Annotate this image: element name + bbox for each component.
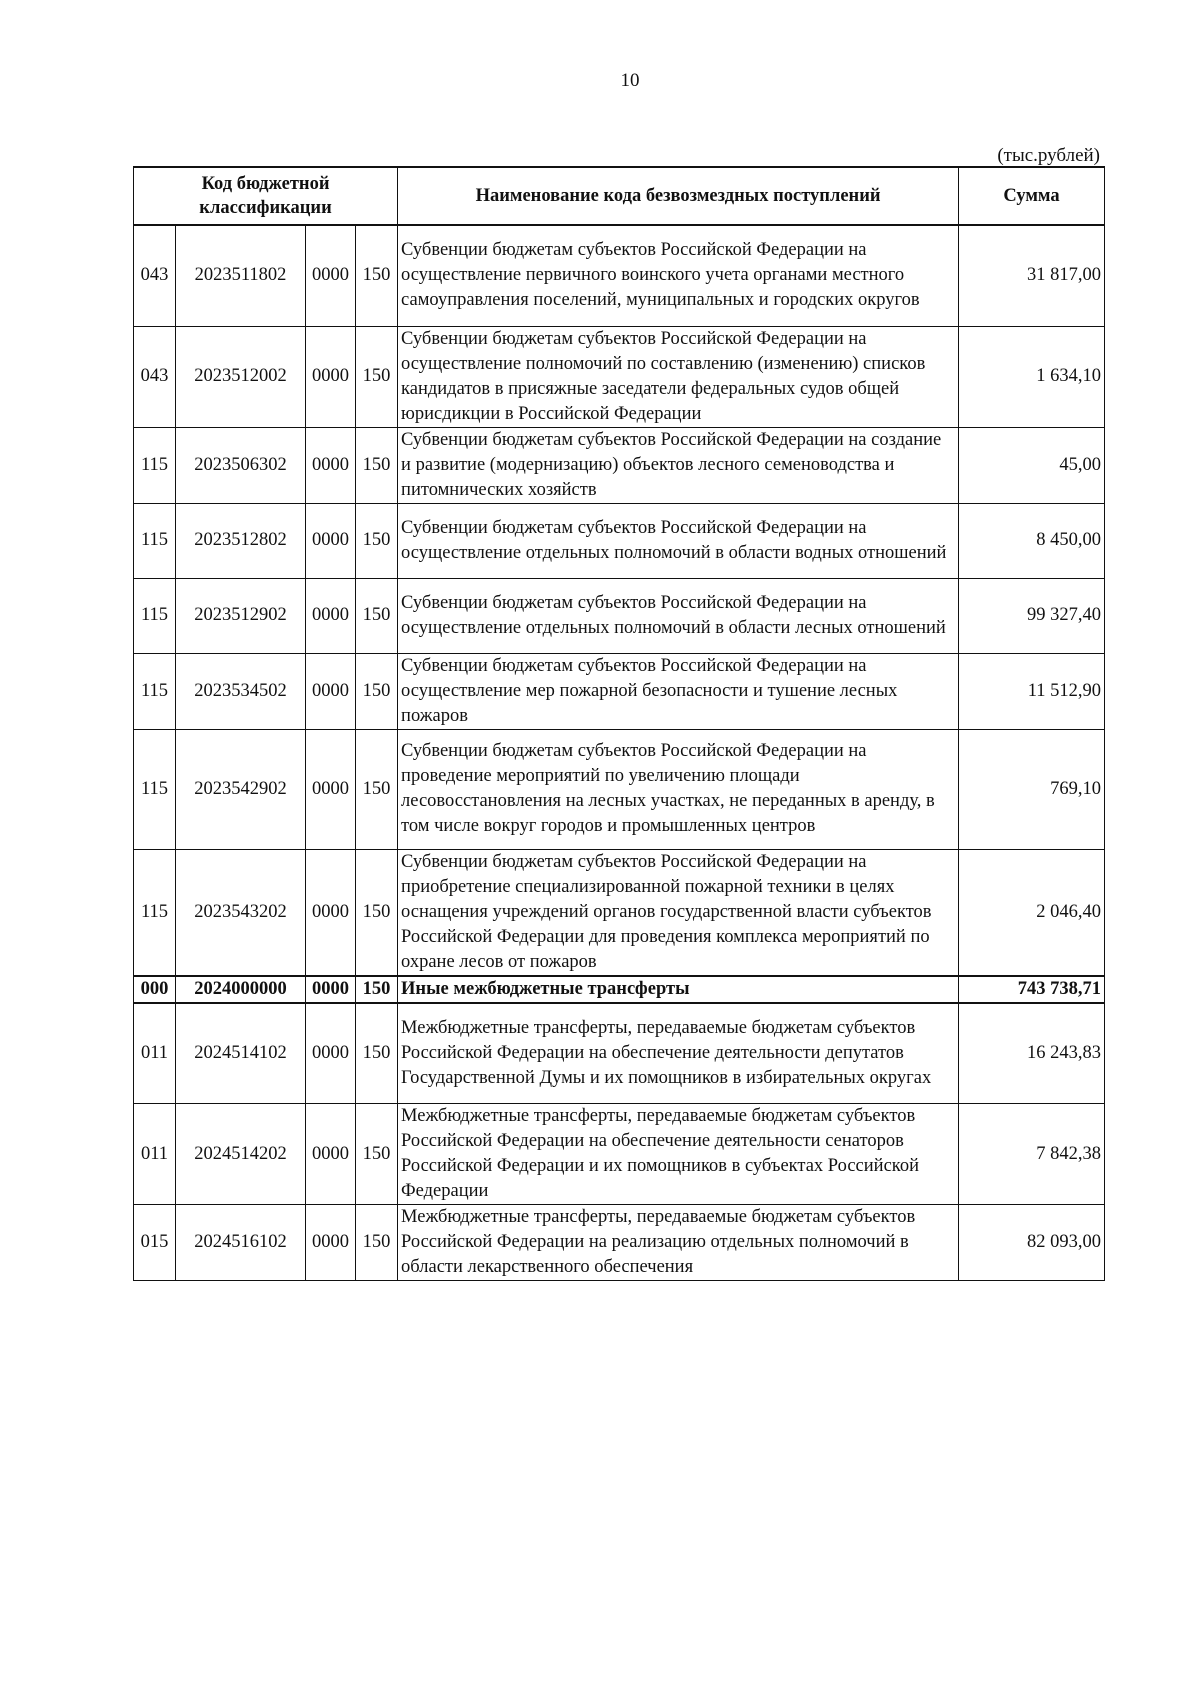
cell-name: Межбюджетные трансферты, передаваемые бюджетам субъектов Российской Федерации на реализацию отдельных полномочий в области лекарственного обеспечения xyxy=(398,1205,959,1281)
cell-sum: 743 738,71 xyxy=(959,976,1105,1003)
cell-kosgu-code: 150 xyxy=(356,578,398,653)
budget-table xyxy=(133,166,1105,1281)
cell-name: Субвенции бюджетам субъектов Российской Федерации на осуществление полномочий по составлению (изменению) списков кандидатов в присяжные заседатели федеральных судов общей юрисдикции в Российской Федерации xyxy=(398,326,959,427)
cell-sum: 769,10 xyxy=(959,729,1105,849)
cell-name: Субвенции бюджетам субъектов Российской Федерации на проведение мероприятий по увеличению площади лесовосстановления на лесных участках, не переданных в аренду, в том числе вокруг городов и промышленных центров xyxy=(398,729,959,849)
table-row xyxy=(134,326,1105,427)
cell-sum: 31 817,00 xyxy=(959,225,1105,326)
cell-admin-code: 115 xyxy=(134,849,176,976)
cell-sub-code: 0000 xyxy=(306,729,356,849)
cell-name: Субвенции бюджетам субъектов Российской Федерации на создание и развитие (модернизацию) объектов лесного семеноводства и питомнических хозяйств xyxy=(398,427,959,503)
cell-sub-code: 0000 xyxy=(306,503,356,578)
cell-kosgu-code: 150 xyxy=(356,653,398,729)
cell-budget-code: 2023512902 xyxy=(176,578,306,653)
cell-budget-code: 2023542902 xyxy=(176,729,306,849)
cell-admin-code: 011 xyxy=(134,1003,176,1104)
cell-admin-code: 015 xyxy=(134,1205,176,1281)
cell-budget-code: 2023543202 xyxy=(176,849,306,976)
cell-sum: 2 046,40 xyxy=(959,849,1105,976)
cell-budget-code: 2024514102 xyxy=(176,1003,306,1104)
cell-kosgu-code: 150 xyxy=(356,849,398,976)
cell-name: Субвенции бюджетам субъектов Российской Федерации на осуществление отдельных полномочий в области лесных отношений xyxy=(398,578,959,653)
cell-sum: 1 634,10 xyxy=(959,326,1105,427)
cell-admin-code: 000 xyxy=(134,976,176,1003)
header-code: Код бюджетной классификации xyxy=(134,167,398,225)
cell-budget-code: 2023534502 xyxy=(176,653,306,729)
page-number: 10 xyxy=(620,70,640,91)
cell-sub-code: 0000 xyxy=(306,1003,356,1104)
cell-sub-code: 0000 xyxy=(306,1205,356,1281)
cell-admin-code: 115 xyxy=(134,578,176,653)
cell-budget-code: 2024514202 xyxy=(176,1104,306,1205)
cell-sub-code: 0000 xyxy=(306,976,356,1003)
cell-name: Межбюджетные трансферты, передаваемые бюджетам субъектов Российской Федерации на обеспечение деятельности сенаторов Российской Федерации и их помощников в субъектах Российской Федерации xyxy=(398,1104,959,1205)
cell-kosgu-code: 150 xyxy=(356,729,398,849)
cell-kosgu-code: 150 xyxy=(356,1104,398,1205)
cell-sum: 7 842,38 xyxy=(959,1104,1105,1205)
table-row xyxy=(134,976,1105,1003)
cell-admin-code: 043 xyxy=(134,326,176,427)
table-row xyxy=(134,1104,1105,1205)
cell-kosgu-code: 150 xyxy=(356,1003,398,1104)
cell-sub-code: 0000 xyxy=(306,653,356,729)
cell-budget-code: 2023511802 xyxy=(176,225,306,326)
cell-kosgu-code: 150 xyxy=(356,427,398,503)
cell-name: Субвенции бюджетам субъектов Российской Федерации на приобретение специализированной пожарной техники в целях оснащения учреждений органов государственной власти субъектов Российской Федерации для проведения комплекса мероприятий по охране лесов от пожаров xyxy=(398,849,959,976)
table-row xyxy=(134,653,1105,729)
cell-admin-code: 115 xyxy=(134,503,176,578)
cell-sub-code: 0000 xyxy=(306,225,356,326)
cell-sum: 16 243,83 xyxy=(959,1003,1105,1104)
table-row xyxy=(134,503,1105,578)
cell-admin-code: 043 xyxy=(134,225,176,326)
cell-budget-code: 2023506302 xyxy=(176,427,306,503)
header-name: Наименование кода безвозмездных поступлений xyxy=(398,167,959,225)
cell-kosgu-code: 150 xyxy=(356,1205,398,1281)
cell-name: Субвенции бюджетам субъектов Российской Федерации на осуществление мер пожарной безопасности и тушение лесных пожаров xyxy=(398,653,959,729)
cell-name: Субвенции бюджетам субъектов Российской Федерации на осуществление отдельных полномочий в области водных отношений xyxy=(398,503,959,578)
cell-sum: 82 093,00 xyxy=(959,1205,1105,1281)
table-row xyxy=(134,1205,1105,1281)
table-row xyxy=(134,578,1105,653)
table-row xyxy=(134,1003,1105,1104)
cell-kosgu-code: 150 xyxy=(356,225,398,326)
cell-sum: 11 512,90 xyxy=(959,653,1105,729)
table-header-row xyxy=(134,167,1105,225)
cell-sum: 8 450,00 xyxy=(959,503,1105,578)
header-sum: Сумма xyxy=(959,167,1105,225)
cell-sub-code: 0000 xyxy=(306,849,356,976)
table-row xyxy=(134,729,1105,849)
cell-kosgu-code: 150 xyxy=(356,326,398,427)
cell-admin-code: 115 xyxy=(134,729,176,849)
cell-sum: 45,00 xyxy=(959,427,1105,503)
units-label: (тыс.рублей) xyxy=(997,145,1100,166)
table-row xyxy=(134,225,1105,326)
cell-name: Субвенции бюджетам субъектов Российской Федерации на осуществление первичного воинского учета органами местного самоуправления поселений, муниципальных и городских округов xyxy=(398,225,959,326)
cell-sub-code: 0000 xyxy=(306,326,356,427)
cell-admin-code: 115 xyxy=(134,427,176,503)
cell-name: Межбюджетные трансферты, передаваемые бюджетам субъектов Российской Федерации на обеспечение деятельности депутатов Государственной Думы и их помощников в избирательных округах xyxy=(398,1003,959,1104)
cell-kosgu-code: 150 xyxy=(356,976,398,1003)
cell-sub-code: 0000 xyxy=(306,1104,356,1205)
cell-budget-code: 2024516102 xyxy=(176,1205,306,1281)
cell-kosgu-code: 150 xyxy=(356,503,398,578)
cell-sum: 99 327,40 xyxy=(959,578,1105,653)
cell-admin-code: 115 xyxy=(134,653,176,729)
cell-admin-code: 011 xyxy=(134,1104,176,1205)
cell-budget-code: 2024000000 xyxy=(176,976,306,1003)
cell-sub-code: 0000 xyxy=(306,578,356,653)
cell-name: Иные межбюджетные трансферты xyxy=(398,976,959,1003)
cell-budget-code: 2023512802 xyxy=(176,503,306,578)
table-row xyxy=(134,849,1105,976)
table-row xyxy=(134,427,1105,503)
cell-sub-code: 0000 xyxy=(306,427,356,503)
cell-budget-code: 2023512002 xyxy=(176,326,306,427)
